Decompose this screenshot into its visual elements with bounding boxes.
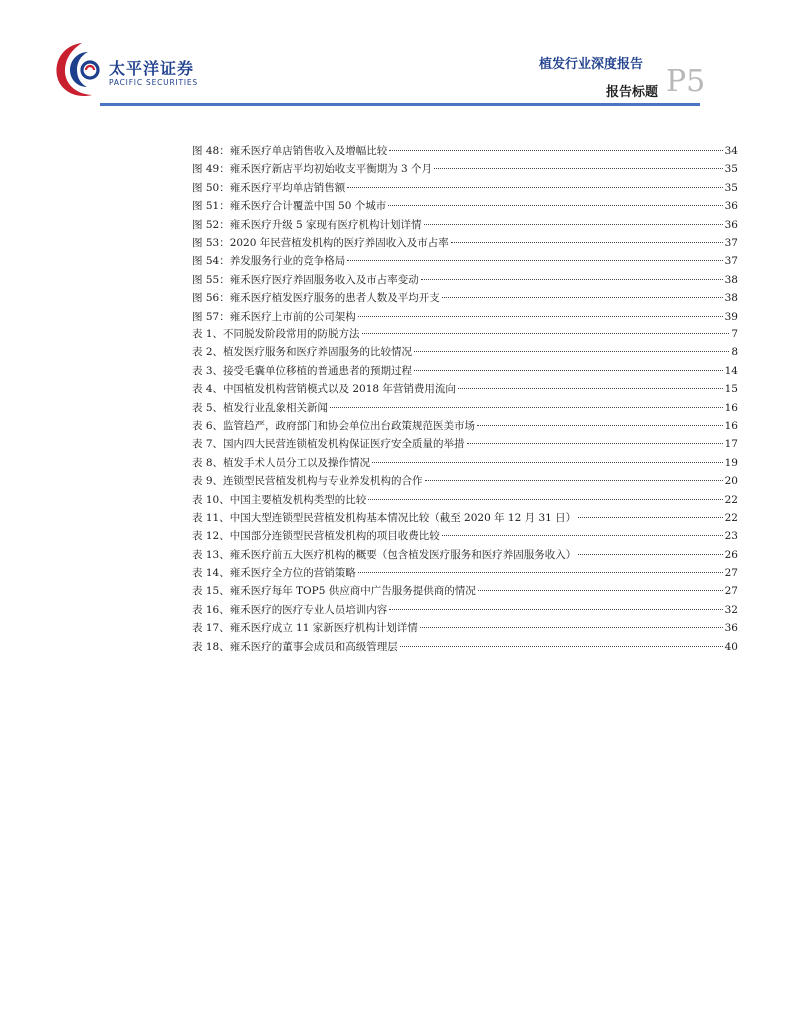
table-label: 表 5、植发行业乱象相关新闻 [192,401,329,414]
leader-dots [420,627,723,628]
header-rule [100,103,700,106]
logo-chinese-name: 太平洋证券 [109,59,195,78]
table-label: 表 10、中国主要植发机构类型的比较 [192,493,367,506]
table-entry[interactable] [192,546,738,564]
table-label: 表 1、不同脱发阶段常用的防脱方法 [192,328,360,340]
table-label: 表 14、雍禾医疗全方位的营销策略 [192,567,356,580]
table-entry[interactable] [192,509,738,527]
leader-dots [467,443,723,444]
leader-dots [578,554,722,555]
figure-label: 图 48：雍禾医疗单店销售收入及增幅比较 [192,145,388,157]
table-label: 表 16、雍禾医疗的医疗专业人员培训内容 [192,603,388,616]
figure-list [192,142,738,326]
figure-page: 35 [724,181,738,194]
leader-dots [358,316,723,317]
leader-dots [477,425,723,426]
report-type: 植发行业深度报告 [538,57,643,72]
table-list [192,325,738,656]
table-page: 7 [731,328,738,340]
table-entry[interactable] [192,380,738,398]
leader-dots [372,462,723,463]
company-logo [52,40,212,100]
table-entry[interactable] [192,399,738,417]
logo-english-name: PACIFIC SECURITIES [109,78,198,87]
figure-label: 图 53：2020 年民营植发机构的医疗养固收入及市占率 [192,236,449,249]
figure-entry[interactable] [192,308,738,326]
table-label: 表 6、监管趋严，政府部门和协会单位出台政策规范医美市场 [192,419,476,432]
page-header [0,0,791,110]
figure-page: 37 [724,236,738,249]
table-entry[interactable] [192,619,738,637]
table-page: 27 [724,567,738,580]
table-page: 16 [724,401,738,414]
figure-entry[interactable] [192,271,738,289]
figure-page: 37 [724,255,738,268]
figure-entry[interactable] [192,160,738,178]
pacific-securities-logo-icon [52,40,108,100]
leader-dots [389,150,722,151]
table-label: 表 3、接受毛囊单位移植的普通患者的预期过程 [192,364,413,377]
table-entry[interactable] [192,527,738,545]
leader-dots [458,388,723,389]
report-title: 报告标题 [605,85,658,100]
page-number: P5 [666,64,706,99]
table-entry[interactable] [192,582,738,600]
table-entry[interactable] [192,454,738,472]
leader-dots [451,242,723,243]
table-entry[interactable] [192,417,738,435]
table-label: 表 15、雍禾医疗每年 TOP5 供应商中广告服务提供商的情况 [192,585,476,598]
table-entry[interactable] [192,343,738,361]
table-entry[interactable] [192,472,738,490]
figure-page: 39 [724,310,738,323]
leader-dots [358,572,723,573]
table-label: 表 18、雍禾医疗的董事会成员和高级管理层 [192,640,398,653]
table-entry[interactable] [192,362,738,380]
leader-dots [578,517,722,518]
table-entry[interactable] [192,325,738,343]
table-entry[interactable] [192,564,738,582]
leader-dots [425,480,723,481]
table-page: 40 [724,640,738,653]
table-label: 表 7、国内四大民营连锁植发机构保证医疗安全质量的举措 [192,438,465,451]
leader-dots [347,187,722,188]
table-page: 22 [724,511,738,524]
figure-entry[interactable] [192,289,738,307]
figure-label: 图 50：雍禾医疗平均单店销售额 [192,181,346,194]
figure-label: 图 49：雍禾医疗新店平均初始收支平衡期为 3 个月 [192,163,433,176]
table-page: 16 [724,419,738,432]
figure-entry[interactable] [192,179,738,197]
figure-label: 图 52：雍禾医疗升级 5 家现有医疗机构计划详情 [192,218,422,231]
figure-label: 图 54：养发服务行业的竞争格局 [192,255,346,268]
figure-page: 38 [724,273,738,286]
leader-dots [414,351,729,352]
table-entry[interactable] [192,435,738,453]
table-label: 表 4、中国植发机构营销模式以及 2018 年营销费用流向 [192,383,456,396]
leader-dots [424,224,723,225]
figure-label: 图 55：雍禾医疗医疗养固服务收入及市占率变动 [192,273,419,286]
table-label: 表 13、雍禾医疗前五大医疗机构的概要（包含植发医疗服务和医疗养固服务收入） [192,548,577,561]
table-page: 8 [731,346,738,359]
table-entry[interactable] [192,601,738,619]
table-entry[interactable] [192,491,738,509]
table-page: 19 [724,456,738,469]
figure-page: 38 [724,292,738,305]
table-page: 22 [724,493,738,506]
figure-page: 35 [724,163,738,176]
figure-label: 图 51：雍禾医疗合计覆盖中国 50 个城市 [192,200,387,213]
table-entry[interactable] [192,638,738,656]
table-page: 17 [724,438,738,451]
leader-dots [414,370,723,371]
leader-dots [388,205,722,206]
leader-dots [400,646,723,647]
figure-entry[interactable] [192,252,738,270]
table-page: 27 [724,585,738,598]
figure-page: 34 [724,145,738,157]
figure-entry[interactable] [192,216,738,234]
leader-dots [347,260,722,261]
leader-dots [389,609,722,610]
table-label: 表 12、中国部分连锁型民营植发机构的项目收费比较 [192,530,440,543]
leader-dots [442,535,723,536]
leader-dots [434,168,723,169]
figure-label: 图 56：雍禾医疗植发医疗服务的患者人数及平均开支 [192,292,440,305]
table-label: 表 11、中国大型连锁型民营植发机构基本情况比较（截至 2020 年 12 月 31 日） [192,511,577,524]
leader-dots [442,297,723,298]
table-page: 32 [724,603,738,616]
leader-dots [368,499,722,500]
table-label: 表 8、植发手术人员分工以及操作情况 [192,456,371,469]
leader-dots [362,333,730,334]
table-label: 表 17、雍禾医疗成立 11 家新医疗机构计划详情 [192,622,418,635]
table-page: 20 [724,475,738,488]
leader-dots [330,407,723,408]
figure-entry[interactable] [192,234,738,252]
table-page: 14 [724,364,738,377]
table-page: 23 [724,530,738,543]
figure-entry[interactable] [192,197,738,215]
figure-page: 36 [724,218,738,231]
leader-dots [478,590,723,591]
table-page: 26 [724,548,738,561]
table-page: 36 [724,622,738,635]
leader-dots [421,279,723,280]
figure-entry[interactable] [192,142,738,160]
figure-label: 图 57：雍禾医疗上市前的公司架构 [192,310,356,323]
table-label: 表 9、连锁型民营植发机构与专业养发机构的合作 [192,475,423,488]
table-page: 15 [724,383,738,396]
table-label: 表 2、植发医疗服务和医疗养固服务的比较情况 [192,346,413,359]
figure-page: 36 [724,200,738,213]
